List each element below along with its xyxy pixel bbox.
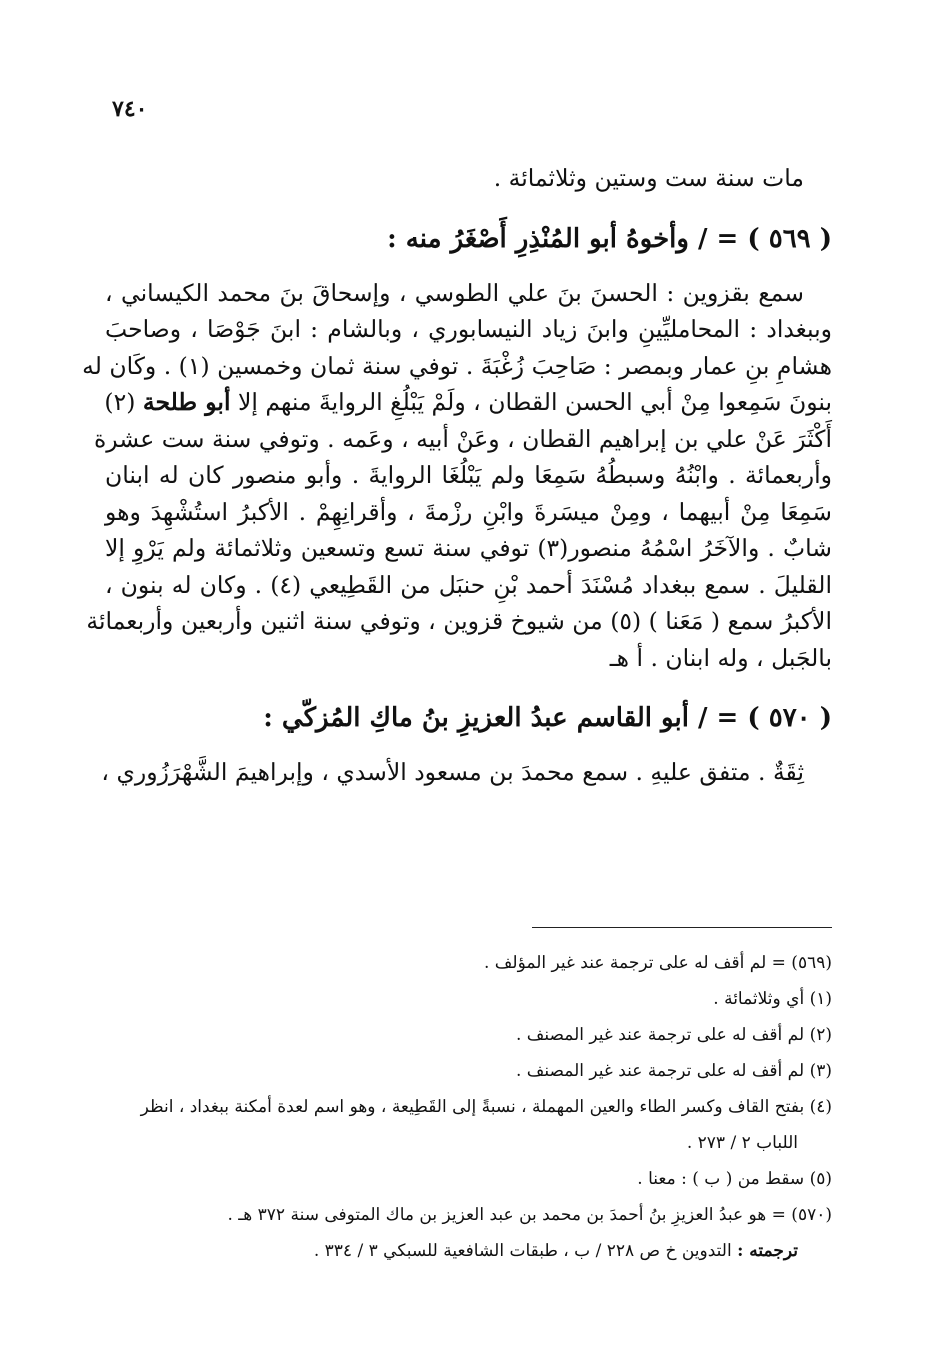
tarjama-label: ترجمته : [737,1241,798,1261]
footnote: (١) أي وثلاثمائة . [713,989,832,1009]
text-line: سمع بقزوين : الحسنَ بنَ علي الطوسي ، وإسحاقَ بنَ محمد الكيساني ، [105,278,804,307]
footnote-tarjama [105,1233,832,1269]
page-number: ٧٤٠ [112,96,148,122]
footnote-continuation: اللباب ٢ / ٢٧٣ . [686,1133,798,1153]
text-line: أَكْثَرَ عَنْ علي بن إبراهيم القطان ، وعَنْ أبيه ، وعَمه . وتوفي سنة ست عشرة [94,424,832,453]
text-line: ثِقَةٌ . متفق عليهِ . سمع محمدَ بن مسعود الأسدي ، وإبراهيمَ الشَّهْرَزُوري ، [101,758,804,786]
text-line: بالجَبل ، وله ابنان . أ هـ [609,643,832,672]
entry-heading-569: ( ٥٦٩ ) = / وأخوهُ أبو المُنْذِرِ أَصْغَرُ منه : [387,223,832,254]
footnote: (٥٧٠) = هو عبدُ العزيزِ بنُ أحمدَ بن محمد بن عبد العزيز بن ماك المتوفى سنة ٣٧٢ هـ . [227,1205,832,1225]
text-line: مات سنة ست وستين وثلاثمائة . [493,164,804,192]
text-line: الأكبرُ سمع ( مَعَنا ) (٥) من شيوخ قزوين ، وتوفي سنة اثنين وأربعين وأربعمائة [86,607,832,635]
text-line: هشامِ بنِ عمار وبمصر : صَاحِبَ زُغْبَةَ . توفي سنة ثمان وخمسين (١) . وكَان له [82,351,832,380]
text-line [105,384,832,421]
entry-heading-570: ( ٥٧٠ ) = / أبو القاسم عبدُ العزيزِ بنُ ماكِ المُزكّي : [263,703,832,733]
footnote: (٤) بفتح القاف وكسر الطاء والعين المهملة ، نسبةً إلى القَطِيعة ، وهو اسم لعدة أمكنة ببغداد ، انظر [140,1097,832,1117]
footnote: (٥٦٩) = لم أقف له على ترجمة عند غير المؤلف . [484,953,832,973]
highlighted-name: أبو طلحة [142,388,231,416]
footnote: (٥) سقط من ( ب ) : معنا . [637,1169,832,1189]
footnote: (٣) لم أقف له على ترجمة عند غير المصنف . [516,1061,832,1081]
text-line: القليلَ . سمع ببغداد مُسْنَدَ أحمد بْنِ حنبَل من القَطِيعي (٤) . وكان له بنون ، [105,570,832,599]
footnote-divider [532,927,832,928]
text-segment: بنونَ سَمِعوا مِنْ أبي الحسن القطان ، ولَمْ يَبْلُغِ الروايةَ منهم إلا [237,388,832,416]
text-line: وببغداد : المحامليِّينِ وابنَ زياد النيسابوري ، وبالشام : ابنَ جَوْصَا ، وصاحبَ [105,315,832,343]
tarjama-text: التدوين خ ص ٢٢٨ / ب ، طبقات الشافعية للسبكي ٣ / ٣٣٤ . [313,1241,732,1261]
text-line: وأربعمائة . وابْنُهُ وسبطُهُ سَمِعَا ولم يَبْلُغَا الروايةَ . وأبو منصور كان له ابنان [105,461,832,489]
main-text [82,160,833,791]
footnote: (٢) لم أقف له على ترجمة عند غير المصنف . [516,1025,832,1045]
footnote-ref: (٢) [104,388,136,416]
footnotes [105,945,832,1269]
text-line: سَمِعَا مِنْ أبيهما ، ومِنْ ميسَرةَ وابْنِ رزْمةَ ، وأقرانِهِمْ . الأكبرُ استُشْهِدَ وهو [105,497,832,526]
text-line: شابٌ . والآخَرُ اسْمُهُ منصور(٣) توفي سنة تسع وتسعين وثلاثمائة ولم يَرْوِ إلا [105,534,833,562]
